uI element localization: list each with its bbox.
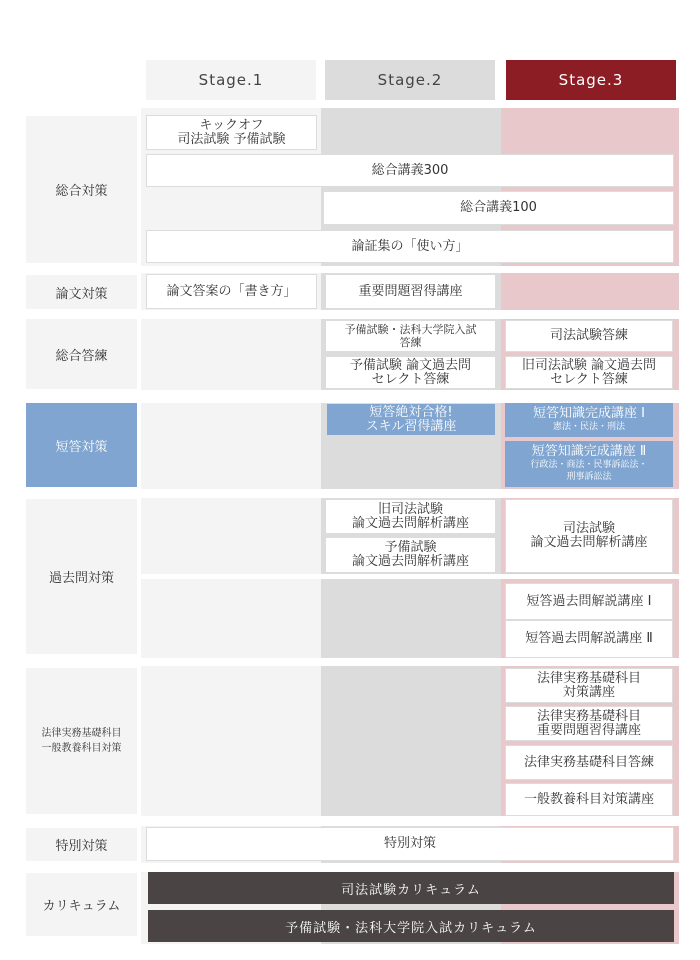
- curriculum-shihou[interactable]: 司法試験カリキュラム: [148, 872, 674, 904]
- category-kakomon-taisaku: 過去問対策: [26, 499, 137, 654]
- category-curriculum: カリキュラム: [26, 873, 137, 936]
- course-juuyou-mondai[interactable]: 重要問題習得講座: [325, 274, 496, 309]
- row-gap: [141, 816, 679, 826]
- course-ronbun-kakikata[interactable]: 論文答案の「書き方」: [146, 274, 317, 309]
- stage-1-header[interactable]: Stage.1: [146, 60, 316, 100]
- course-tokubetsu[interactable]: 特別対策: [146, 827, 674, 861]
- row-gap: [141, 863, 679, 872]
- category-tanto-taisaku: 短答対策: [26, 403, 137, 487]
- course-yobi-ronbun-select[interactable]: 予備試験 論文過去問 セレクト答練: [325, 356, 496, 389]
- course-jitsumu-taisaku[interactable]: 法律実務基礎科目 対策講座: [505, 668, 673, 703]
- row-gap: [141, 658, 679, 666]
- course-jitsumu-toren[interactable]: 法律実務基礎科目答練: [505, 745, 673, 780]
- course-shihou-toren[interactable]: 司法試験答練: [505, 320, 673, 352]
- course-sougou-100[interactable]: 総合講義100: [323, 191, 674, 225]
- course-yobi-toren[interactable]: 予備試験・法科大学院入試 答練: [325, 320, 496, 352]
- category-sougou-toren: 総合答練: [26, 319, 137, 389]
- course-ippan-kyouyou[interactable]: 一般教養科目対策講座: [505, 783, 673, 816]
- course-jitsumu-juuyou[interactable]: 法律実務基礎科目 重要問題習得講座: [505, 706, 673, 741]
- row-gap: [141, 390, 679, 403]
- course-kyu-kaiseki[interactable]: 旧司法試験 論文過去問解析講座: [325, 499, 496, 534]
- course-tanto-kako-2[interactable]: 短答過去問解説講座 Ⅱ: [505, 620, 673, 658]
- category-tokubetsu: 特別対策: [26, 828, 137, 861]
- course-ronshou[interactable]: 論証集の「使い方」: [146, 230, 674, 263]
- curriculum-yobi[interactable]: 予備試験・法科大学院入試カリキュラム: [148, 910, 674, 942]
- course-tanto-kako-1[interactable]: 短答過去問解説講座 Ⅰ: [505, 583, 673, 620]
- row-gap: [141, 310, 679, 319]
- row-gap: [141, 266, 679, 273]
- row-gap: [141, 574, 679, 579]
- course-tanto-skill[interactable]: 短答絶対合格! スキル習得講座: [327, 404, 495, 435]
- course-tanto-chishiki-2[interactable]: 短答知識完成講座 Ⅱ 行政法・商法・民事訴訟法・ 刑事訴訟法: [505, 441, 673, 487]
- stage-3-header[interactable]: Stage.3: [506, 60, 676, 100]
- category-ronbun-taisaku: 論文対策: [26, 275, 137, 309]
- row-gap: [141, 489, 679, 498]
- course-yobi-kaiseki[interactable]: 予備試験 論文過去問解析講座: [325, 537, 496, 573]
- category-sougou-taisaku: 総合対策: [26, 116, 137, 263]
- category-houritsu-jitsumu: 法律実務基礎科目 一般教養科目対策: [26, 668, 137, 814]
- course-kyu-ronbun-select[interactable]: 旧司法試験 論文過去問 セレクト答練: [505, 356, 673, 389]
- course-sougou-300[interactable]: 総合講義300: [146, 154, 674, 187]
- course-tanto-chishiki-1[interactable]: 短答知識完成講座 Ⅰ 憲法・民法・刑法: [505, 403, 673, 437]
- stage-2-header[interactable]: Stage.2: [325, 60, 495, 100]
- course-shihou-kaiseki[interactable]: 司法試験 論文過去問解析講座: [505, 499, 673, 573]
- course-kickoff[interactable]: キックオフ 司法試験 予備試験: [146, 115, 317, 150]
